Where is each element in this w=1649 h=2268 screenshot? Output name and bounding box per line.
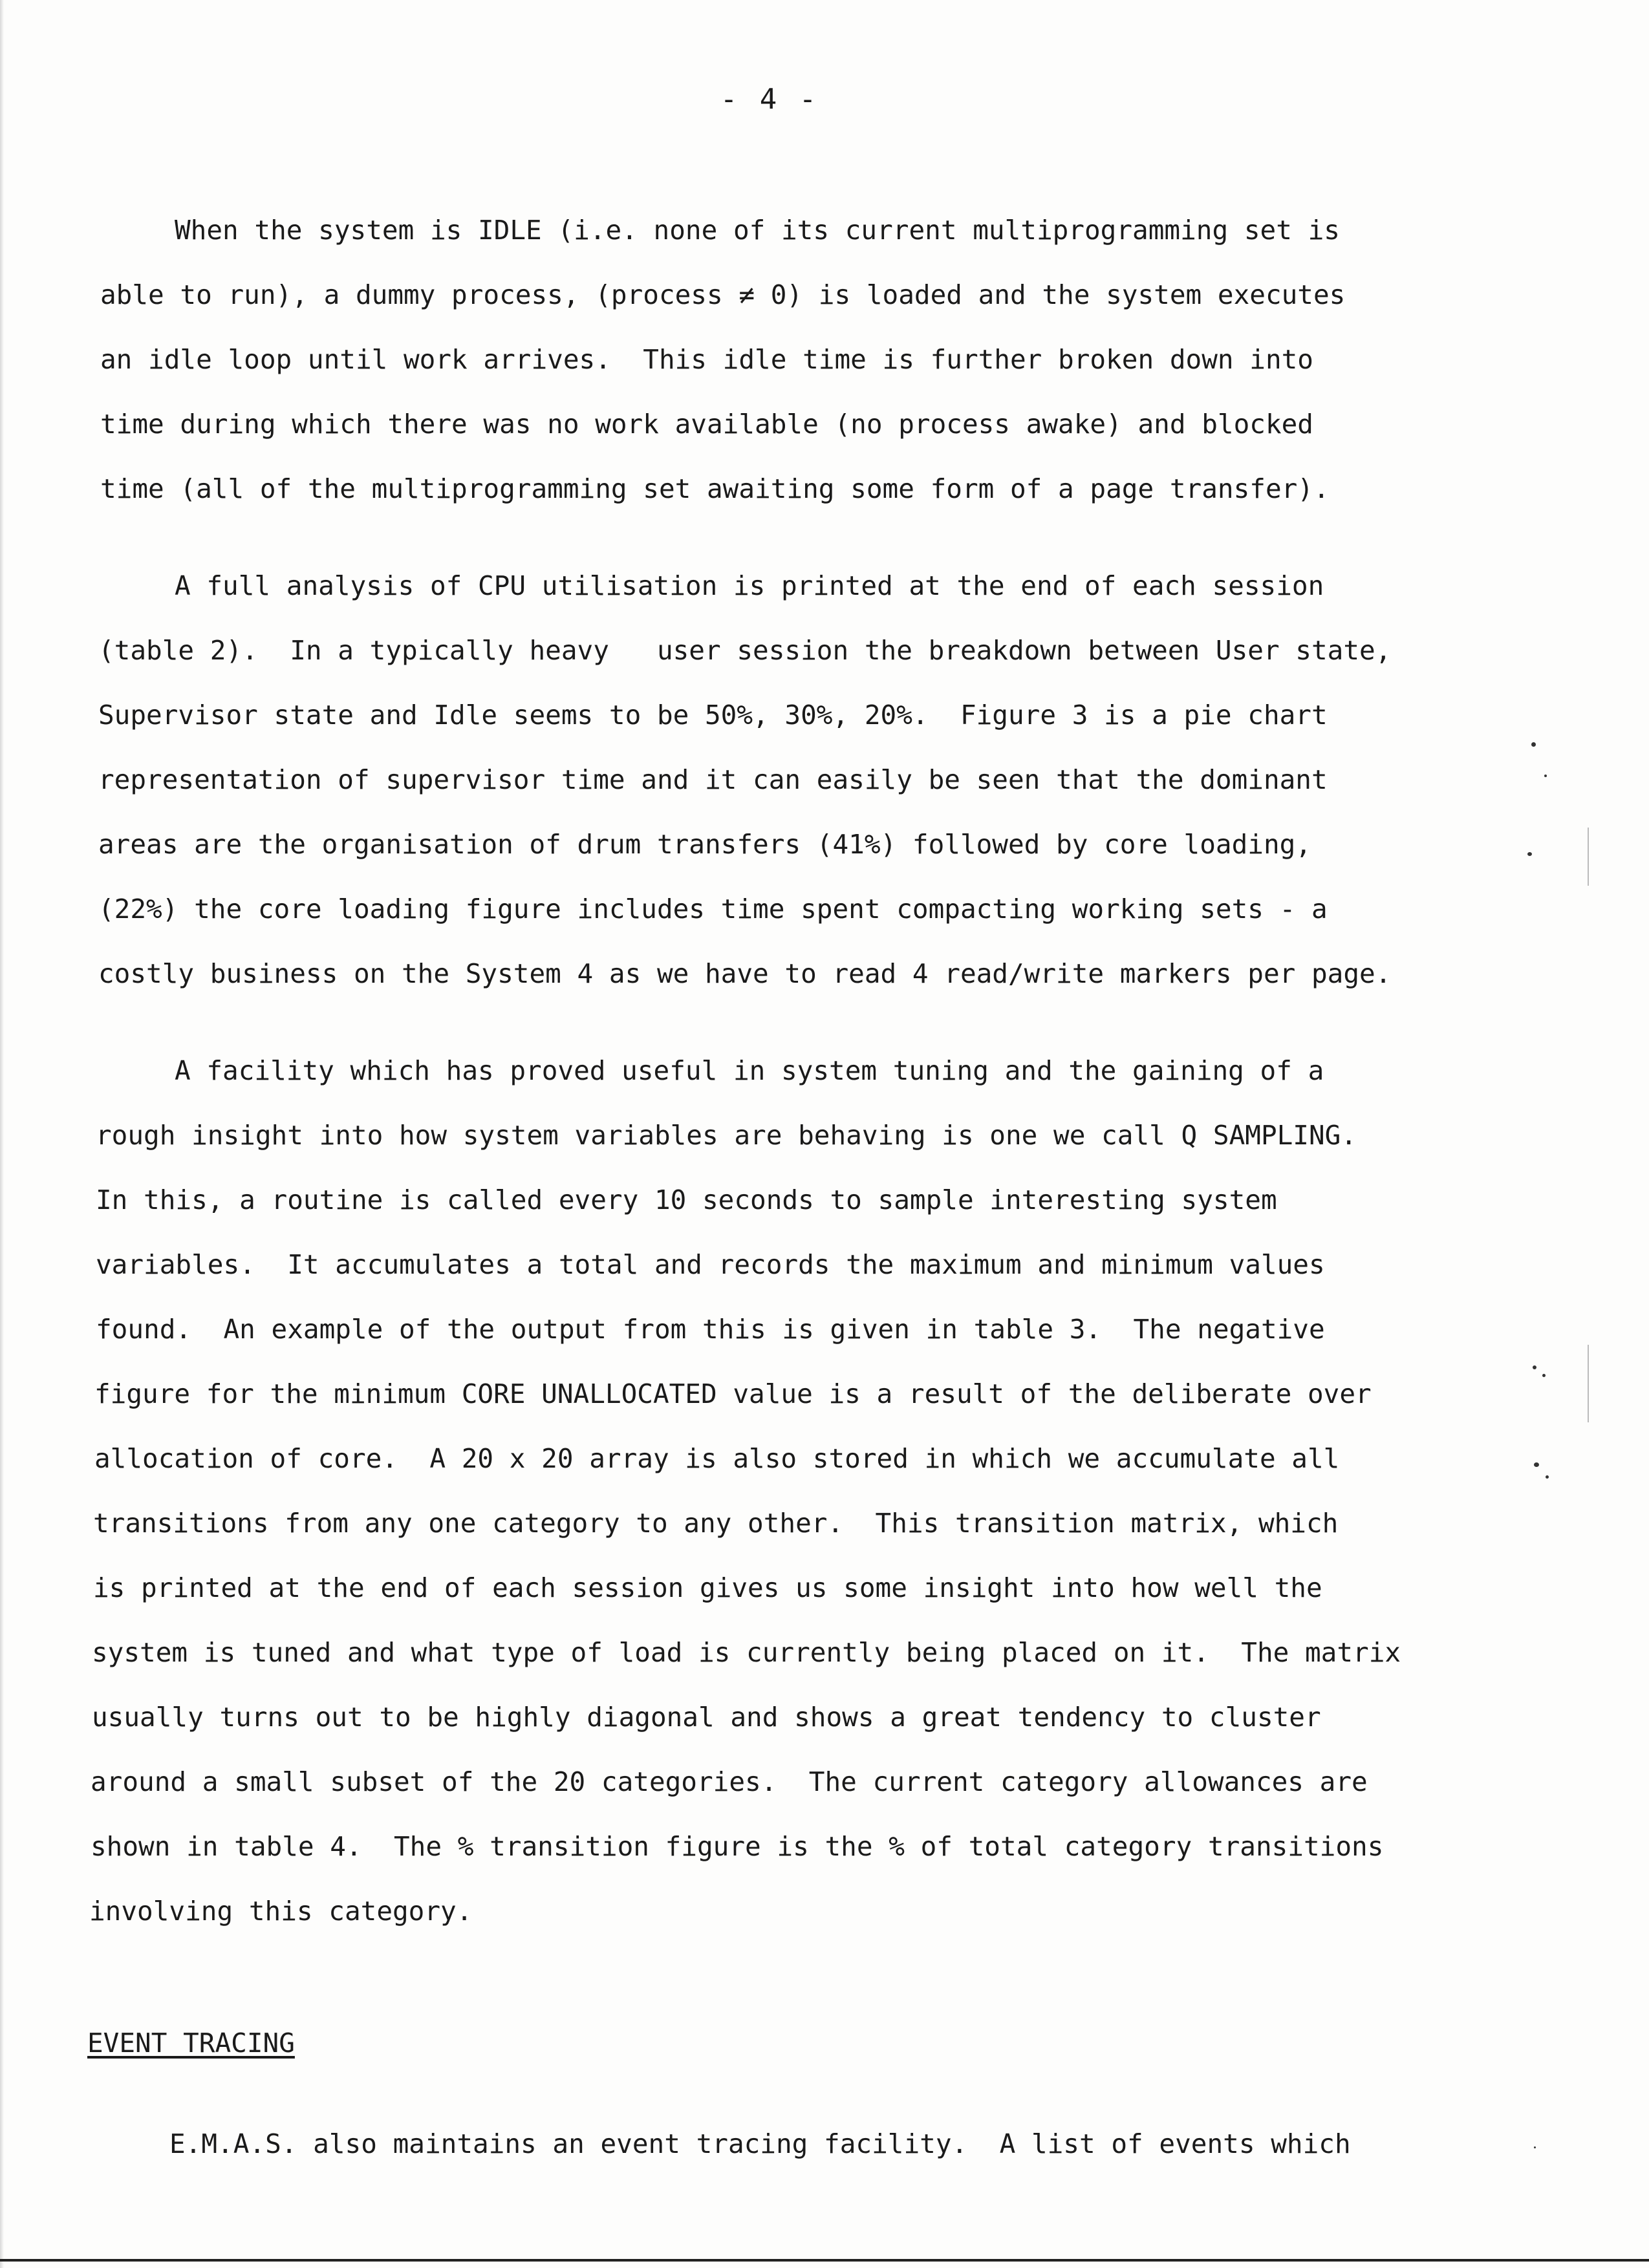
text-line: A facility which has proved useful in system tuning and the gaining of a bbox=[175, 1055, 1324, 1086]
text-line: rough insight into how system variables are behaving is one we call Q SAMPLING. bbox=[96, 1120, 1357, 1151]
text-line: around a small subset of the 20 categories. The current category allowances are bbox=[91, 1766, 1368, 1797]
scan-speck bbox=[1527, 852, 1532, 856]
scan-bottom-edge bbox=[0, 2259, 1649, 2262]
text-line: involving this category. bbox=[89, 1896, 473, 1927]
scan-speck bbox=[1544, 775, 1547, 777]
text-line: E.M.A.S. also maintains an event tracing facility. A list of events which bbox=[169, 2128, 1351, 2159]
text-line: (22%) the core loading figure includes time spent compacting working sets - a bbox=[98, 893, 1328, 925]
text-line: able to run), a dummy process, (process ≠ 0) is loaded and the system executes bbox=[100, 279, 1346, 310]
scan-speck bbox=[1546, 1475, 1549, 1479]
text-line: (table 2). In a typically heavy user session the breakdown between User state, bbox=[98, 635, 1392, 666]
text-line: is printed at the end of each session gives us some insight into how well the bbox=[93, 1572, 1322, 1603]
text-line: an idle loop until work arrives. This idle time is further broken down into bbox=[100, 344, 1313, 375]
text-line: system is tuned and what type of load is currently being placed on it. The matrix bbox=[92, 1637, 1401, 1668]
text-line: usually turns out to be highly diagonal and shows a great tendency to cluster bbox=[92, 1702, 1321, 1733]
text-line: shown in table 4. The % transition figure is the % of total category transitions bbox=[91, 1831, 1384, 1862]
text-line: time (all of the multiprogramming set awaiting some form of a page transfer). bbox=[100, 473, 1330, 504]
scan-left-edge bbox=[0, 0, 4, 2268]
text-line: time during which there was no work available (no process awake) and blocked bbox=[100, 409, 1313, 440]
text-line: In this, a routine is called every 10 seconds to sample interesting system bbox=[96, 1184, 1277, 1215]
text-line: allocation of core. A 20 x 20 array is also stored in which we accumulate all bbox=[94, 1443, 1340, 1474]
text-line: Supervisor state and Idle seems to be 50%, 30%, 20%. Figure 3 is a pie chart bbox=[98, 700, 1328, 731]
text-line: figure for the minimum CORE UNALLOCATED value is a result of the deliberate over bbox=[94, 1378, 1372, 1409]
text-line: costly business on the System 4 as we have to read 4 read/write markers per page. bbox=[98, 958, 1392, 989]
scan-speck bbox=[1542, 1374, 1546, 1377]
scan-speck bbox=[1531, 742, 1536, 747]
section-heading: EVENT TRACING bbox=[87, 2027, 295, 2059]
text-line: When the system is IDLE (i.e. none of its current multiprogramming set is bbox=[175, 215, 1340, 246]
text-line: variables. It accumulates a total and records the maximum and minimum values bbox=[96, 1249, 1325, 1280]
scan-speck bbox=[1534, 1462, 1539, 1467]
text-line: representation of supervisor time and it can easily be seen that the dominant bbox=[98, 764, 1328, 795]
scan-mark bbox=[1588, 1345, 1589, 1422]
text-line: found. An example of the output from this is given in table 3. The negative bbox=[96, 1314, 1325, 1345]
text-line: transitions from any one category to any other. This transition matrix, which bbox=[93, 1508, 1339, 1539]
text-line: A full analysis of CPU utilisation is printed at the end of each session bbox=[175, 570, 1324, 601]
scan-speck bbox=[1534, 2146, 1536, 2148]
text-line: areas are the organisation of drum transfers (41%) followed by core loading, bbox=[98, 829, 1311, 860]
scan-mark bbox=[1588, 828, 1589, 886]
scan-speck bbox=[1533, 1365, 1536, 1369]
page-number: - 4 - bbox=[720, 83, 819, 116]
